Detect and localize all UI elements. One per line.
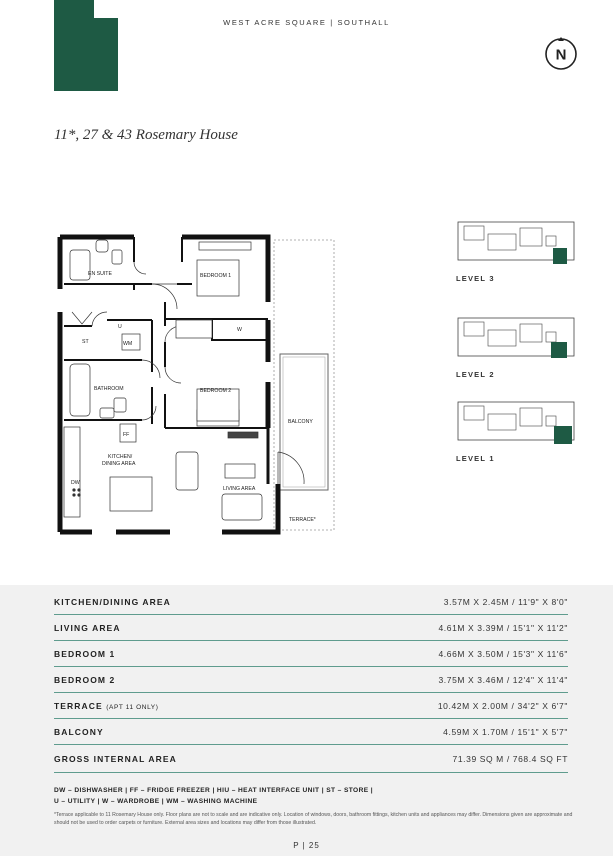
spec-value: 4.59M X 1.70M / 15'1" X 5'7": [443, 726, 568, 737]
spec-row: [54, 641, 568, 667]
key-plan-label: LEVEL 2: [456, 370, 495, 379]
spec-note: (APT 11 ONLY): [106, 703, 159, 711]
spec-value: 3.57M X 2.45M / 11'9" X 8'0": [443, 596, 568, 607]
spec-label: KITCHEN/DINING AREA: [54, 596, 171, 607]
floor-plan: [52, 232, 342, 540]
label-balcony: BALCONY: [288, 419, 313, 425]
spec-label: BEDROOM 1: [54, 648, 116, 659]
label-utility: U: [118, 324, 122, 330]
label-living-area: LIVING AREA: [223, 486, 256, 492]
room-dimensions-table: [54, 589, 568, 773]
spec-label: GROSS INTERNAL AREA: [54, 753, 177, 764]
label-dw: DW: [71, 480, 80, 486]
label-bedroom-2: BEDROOM 2: [200, 388, 232, 394]
brand-logo: [54, 0, 118, 91]
spec-value: 3.75M X 3.46M / 12'4" X 11'4": [438, 674, 568, 685]
apartment-title: 11*, 27 & 43 Rosemary House: [54, 127, 238, 143]
spec-value: 4.61M X 3.39M / 15'1" X 11'2": [438, 622, 568, 633]
spec-label: TERRACE: [54, 700, 103, 711]
north-compass-icon: [543, 36, 579, 72]
spec-label: BEDROOM 2: [54, 674, 116, 685]
label-kitchen-line1: KITCHEN/: [108, 454, 133, 460]
label-terrace: TERRACE*: [289, 517, 316, 523]
disclaimer: *Terrace applicable to 11 Rosemary House only. Floor plans are not to scale and are indicative only. Location of windows, doors, bathroom fittings, kitchen units and appliances may differ. Dimensions given are approximate and should not be used to order carpets or furniture. External area sizes and locations may differ from those illustrated.: [54, 812, 573, 826]
label-store: ST: [82, 339, 89, 345]
spec-row: [54, 693, 568, 719]
spec-row: [54, 719, 568, 745]
spec-value: 10.42M X 2.00M / 34'2" X 6'7": [437, 700, 568, 711]
key-plan-level-2: [454, 312, 579, 379]
legend-line: DW – DISHWASHER | FF – FRIDGE FREEZER | HIU – HEAT INTERFACE UNIT | ST – STORE |: [54, 787, 374, 794]
spec-row: [54, 615, 568, 641]
label-wardrobe: W: [237, 327, 242, 333]
key-plan-label: LEVEL 1: [456, 454, 495, 463]
label-kitchen-line2: DINING AREA: [102, 461, 136, 467]
spec-label: BALCONY: [54, 726, 104, 737]
spec-label: LIVING AREA: [54, 622, 121, 633]
page-number: P | 25: [293, 841, 320, 850]
label-bedroom-1: BEDROOM 1: [200, 273, 232, 279]
label-en-suite: EN SUITE: [88, 271, 112, 277]
compass-letter: N: [555, 46, 567, 64]
spec-row: [54, 667, 568, 693]
spec-row: [54, 589, 568, 615]
spec-value: 4.66M X 3.50M / 15'3" X 11'6": [438, 648, 568, 659]
label-wm: WM: [123, 341, 133, 347]
key-plan-level-3: [454, 216, 579, 283]
development-name: WEST ACRE SQUARE | SOUTHALL: [223, 18, 390, 27]
spec-row: [54, 745, 568, 773]
legend-line: U – UTILITY | W – WARDROBE | WM – WASHING MACHINE: [54, 798, 258, 805]
key-plan-label: LEVEL 3: [456, 274, 495, 283]
spec-label-wrap: [54, 701, 159, 711]
abbreviation-legend: [54, 785, 373, 807]
label-bathroom: BATHROOM: [94, 386, 124, 392]
label-ff: FF: [123, 432, 130, 438]
key-plan-level-1: [454, 396, 579, 463]
spec-value: 71.39 SQ M / 768.4 SQ FT: [452, 753, 568, 764]
